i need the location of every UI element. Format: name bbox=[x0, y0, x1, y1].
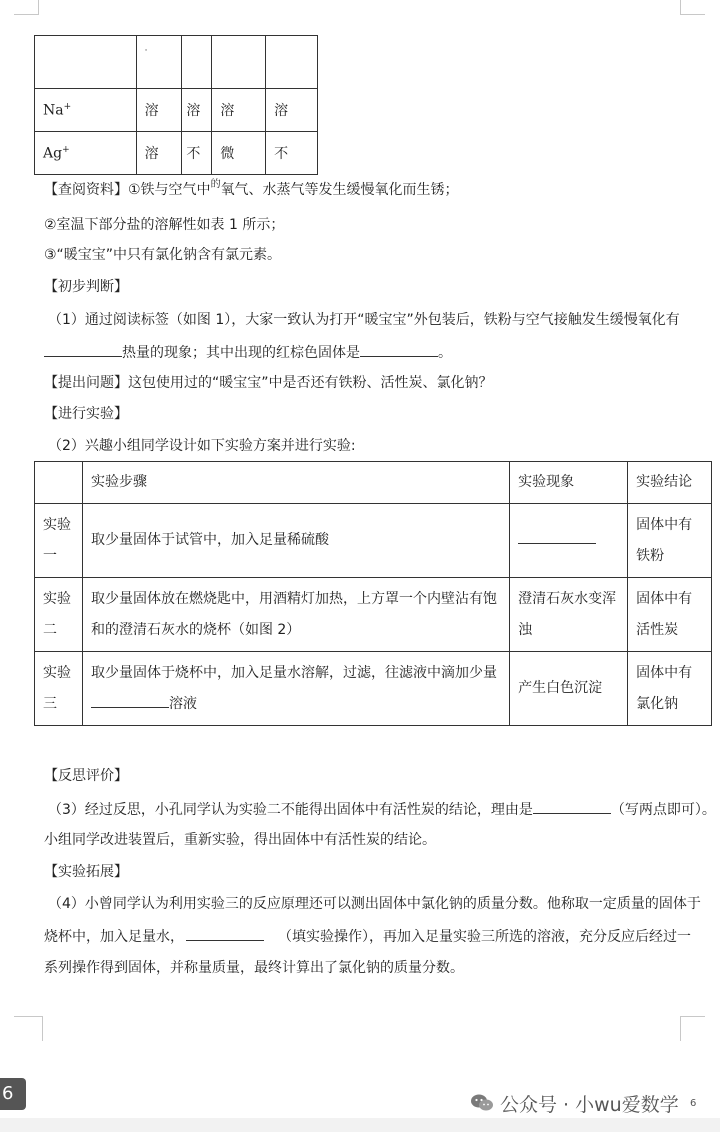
experiment-phenomenon: 产生白色沉淀 bbox=[510, 652, 628, 726]
solubility-cell: 不 bbox=[266, 132, 318, 175]
crop-mark-bottom-left bbox=[14, 1016, 43, 1041]
answer-blank[interactable] bbox=[186, 926, 264, 941]
experiment-conclusion: 固体中有 氯化钠 bbox=[628, 652, 712, 726]
experiment-row-3 bbox=[35, 652, 712, 726]
prelim-heading: 【初步判断】 bbox=[44, 279, 128, 295]
crop-mark-bottom-right bbox=[680, 1016, 705, 1041]
answer-blank[interactable] bbox=[44, 342, 122, 357]
experiment-row-2 bbox=[35, 578, 712, 652]
extension-heading: 【实验拓展】 bbox=[44, 864, 128, 880]
solubility-cell: 微 bbox=[212, 132, 266, 175]
header-cell bbox=[35, 462, 83, 504]
solubility-cell: 溶 bbox=[266, 89, 318, 132]
header-cell: 实验现象 bbox=[510, 462, 628, 504]
question-4-line-1: （4）小曾同学认为利用实验三的反应原理还可以测出固体中氯化钠的质量分数。他称取一定质量的固体于 bbox=[48, 896, 701, 912]
answer-blank[interactable] bbox=[518, 529, 596, 544]
ref-material-3: ③“暖宝宝”中只有氯化钠含有氯元素。 bbox=[44, 247, 282, 263]
wechat-icon bbox=[470, 1093, 494, 1118]
page-badge: 6 bbox=[0, 1078, 26, 1110]
answer-blank[interactable] bbox=[91, 693, 169, 708]
experiment-row-1 bbox=[35, 504, 712, 578]
question-2-intro: （2）兴趣小组同学设计如下实验方案并进行实验: bbox=[48, 438, 356, 454]
experiment-name: 实验 一 bbox=[35, 504, 83, 578]
crop-mark-top-left bbox=[14, 0, 39, 15]
experiment-header-row bbox=[35, 462, 712, 504]
question-4-line-2: 烧杯中，加入足量水， （填实验操作），再加入足量实验三所选的溶液，充分反应后经过一 bbox=[44, 926, 691, 947]
answer-blank[interactable] bbox=[533, 799, 611, 814]
experiment-conclusion: 固体中有 活性炭 bbox=[628, 578, 712, 652]
crop-mark-top-right bbox=[680, 0, 705, 15]
header-cell: 实验结论 bbox=[628, 462, 712, 504]
solubility-row-ag bbox=[35, 132, 318, 175]
header-cell bbox=[35, 36, 137, 89]
experiment-phenomenon bbox=[510, 504, 628, 578]
reflection-heading: 【反思评价】 bbox=[44, 768, 128, 784]
header-cell bbox=[266, 36, 318, 89]
answer-blank[interactable] bbox=[360, 342, 438, 357]
solubility-table bbox=[34, 35, 318, 175]
header-cell bbox=[212, 36, 266, 89]
question-1-line-1: （1）通过阅读标签（如图 1），大家一致认为打开“暖宝宝”外包装后，铁粉与空气接触发生缓慢氧化有 bbox=[48, 312, 680, 328]
question-1-line-2: 热量的现象；其中出现的红棕色固体是 。 bbox=[44, 342, 452, 363]
experiment-step: 取少量固体放在燃烧匙中，用酒精灯加热，上方罩一个内壁沾有饱 和的澄清石灰水的烧杯（如图 2） bbox=[82, 578, 509, 652]
experiment-table bbox=[34, 461, 712, 726]
solubility-header-row bbox=[35, 36, 318, 89]
ion-label: Ag+ bbox=[35, 132, 137, 175]
question-3-line-1: （3）经过反思，小孔同学认为实验二不能得出固体中有活性炭的结论，理由是 （写两点即可）。 bbox=[48, 799, 716, 820]
question-heading: 【提出问题】这包使用过的“暖宝宝”中是否还有铁粉、活性炭、氯化钠？ bbox=[44, 375, 493, 391]
watermark-text: 公众号 · 小wu爱数学 bbox=[500, 1094, 679, 1116]
header-cell: · bbox=[136, 36, 182, 89]
experiment-name: 实验 二 bbox=[35, 578, 83, 652]
header-cell bbox=[182, 36, 212, 89]
watermark bbox=[470, 1090, 679, 1118]
experiment-step: 取少量固体于烧杯中，加入足量水溶解，过滤，往滤液中滴加少量 溶液 bbox=[82, 652, 509, 726]
experiment-conclusion: 固体中有 铁粉 bbox=[628, 504, 712, 578]
page-number: 6 bbox=[690, 1098, 697, 1109]
question-4-line-3: 系列操作得到固体，并称量质量，最终计算出了氯化钠的质量分数。 bbox=[44, 960, 464, 976]
experiment-heading: 【进行实验】 bbox=[44, 406, 128, 422]
ref-material-1: 【查阅资料】①铁与空气中$^的$氧气、水蒸气等发生缓慢氧化而生锈； bbox=[44, 179, 459, 198]
ref-material-2: ②室温下部分盐的溶解性如表 1 所示； bbox=[44, 217, 285, 233]
header-cell: 实验步骤 bbox=[82, 462, 509, 504]
experiment-name: 实验 三 bbox=[35, 652, 83, 726]
small-char: 的 bbox=[210, 179, 221, 190]
question-3-line-2: 小组同学改进装置后，重新实验，得出固体中有活性炭的结论。 bbox=[44, 832, 436, 848]
solubility-cell: 溶 bbox=[136, 132, 182, 175]
solubility-cell: 不 bbox=[182, 132, 212, 175]
ion-label: Na+ bbox=[35, 89, 137, 132]
solubility-cell: 溶 bbox=[182, 89, 212, 132]
solubility-cell: 溶 bbox=[136, 89, 182, 132]
experiment-phenomenon: 澄清石灰水变浑 浊 bbox=[510, 578, 628, 652]
solubility-row-na bbox=[35, 89, 318, 132]
solubility-cell: 溶 bbox=[212, 89, 266, 132]
experiment-step: 取少量固体于试管中，加入足量稀硫酸 bbox=[82, 504, 509, 578]
footer-bar bbox=[0, 1118, 720, 1132]
